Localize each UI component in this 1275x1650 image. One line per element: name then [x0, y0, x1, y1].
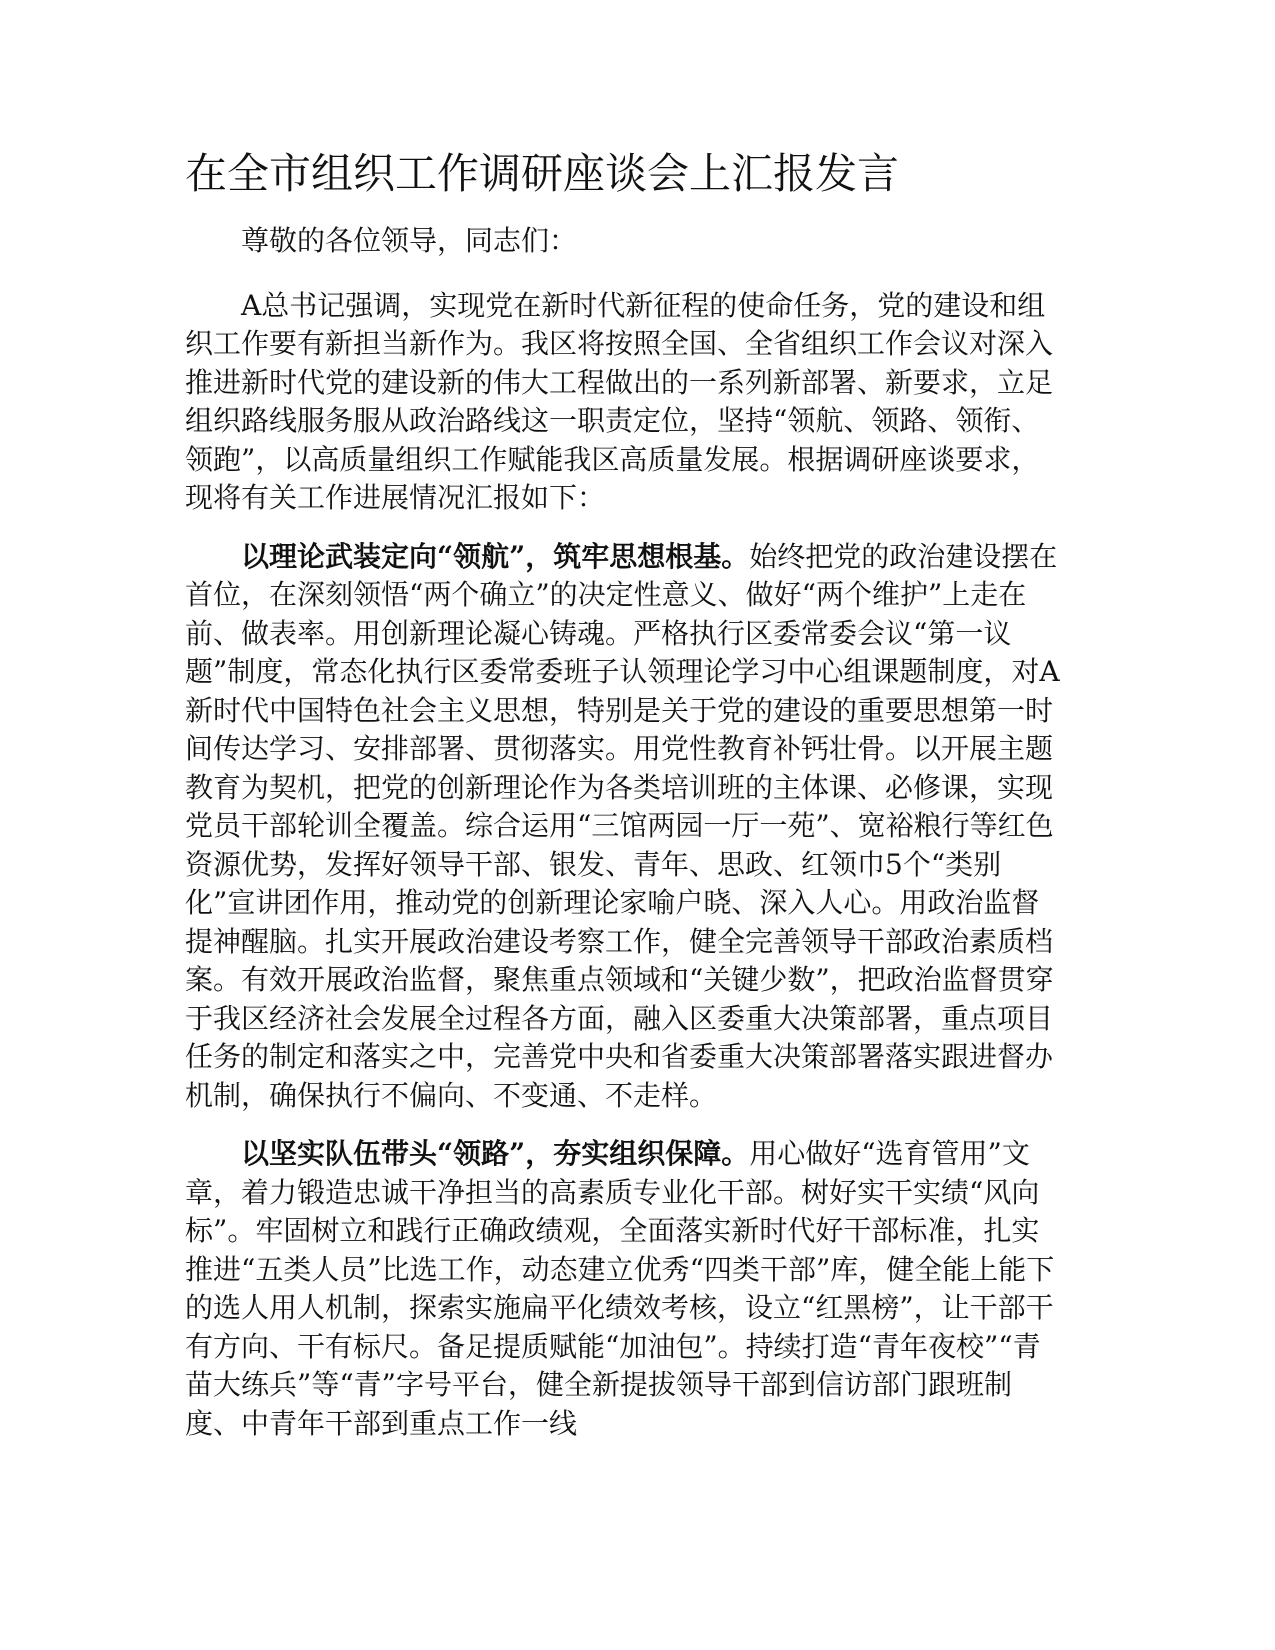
section-body-1: 始终把党的政治建设摆在首位，在深刻领悟“两个确立”的决定性意义、做好“两个维护”上走在前、做表率。用创新理论凝心铸魂。严格执行区委常委会议“第一议题”制度，常态化执行区委常委班子认领理论学习中心组课题制度，对A新时代中国特色社会主义思想，特别是关于党的建设的重要思想第一时间传达学习、安排部署、贯彻落实。用党性教育补钙壮骨。以开展主题教育为契机，把党的创新理论作为各类培训班的主体课、必修课，实现党员干部轮训全覆盖。综合运用“三馆两园一厅一苑”、宽裕粮行等红色资源优势，发挥好领导干部、银发、青年、思政、红领巾5个“类别化”宣讲团作用，推动党的创新理论家喻户晓、深入人心。用政治监督提神醒脑。扎实开展政治建设考察工作，健全完善领导干部政治素质档案。有效开展政治监督，聚焦重点领域和“关键少数”，把政治监督贯穿于我区经济社会发展全过程各方面，融入区委重大决策部署，重点项目任务的制定和落实之中，完善党中央和省委重大决策部署落实跟进督办机制，确保执行不偏向、不变通、不走样。 — [185, 539, 1060, 1112]
section-heading-2: 以坚实队伍带头“领路”，夯实组织保障。 — [241, 1137, 750, 1170]
section-paragraph-1 — [185, 538, 1065, 1116]
greeting-paragraph: 尊敬的各位领导，同志们： — [241, 224, 578, 257]
document-title: 在全市组织工作调研座谈会上汇报发言 — [185, 149, 900, 198]
section-paragraph-2 — [185, 1135, 1065, 1443]
section-body-2: 用心做好“选育管用”文章，着力锻造忠诚干净担当的高素质专业化干部。树好实干实绩“风向标”。牢固树立和践行正确政绩观，全面落实新时代好干部标准，扎实推进“五类人员”比选工作，动态建立优秀“四类干部”库，健全能上能下的选人用人机制，探索实施扁平化绩效考核，设立“红黑榜”，让干部干有方向、干有标尺。备足提质赋能“加油包”。持续打造“青年夜校”“青苗大练兵”等“青”字号平台，健全新提拔领导干部到信访部门跟班制度、中青年干部到重点工作一线 — [185, 1137, 1055, 1440]
document-page — [185, 148, 1065, 1463]
intro-paragraph: A总书记强调，实现党在新时代新征程的使命任务，党的建设和组织工作要有新担当新作为。我区将按照全国、全省组织工作会议对深入推进新时代党的建设新的伟大工程做出的一系列新部署、新要求，立足组织路线服务服从政治路线这一职责定位，坚持“领航、领路、领衔、领跑”，以高质量组织工作赋能我区高质量发展。根据调研座谈要求，现将有关工作进展情况汇报如下： — [185, 288, 1054, 514]
section-heading-1: 以理论武装定向“领航”，筑牢思想根基。 — [241, 539, 750, 573]
